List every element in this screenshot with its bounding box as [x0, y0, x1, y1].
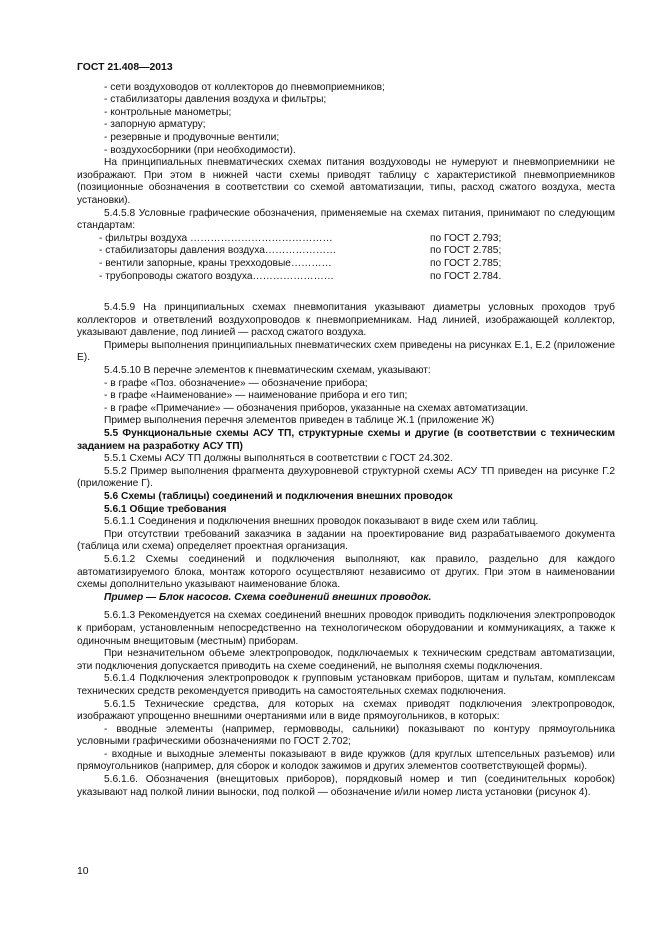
paragraph: 5.6.1.3 Рекомендуется на схемах соединений внешних проводок приводить подключения электропроводок к приборам, установленным непосредственно на технологическом оборудовании и коммуникациях, а также к одиночным внещитовым (местным) приборам.: [77, 610, 615, 647]
paragraph: 5.6.1.4 Подключения электропроводок к групповым установкам приборов, щитам и пультам, комплексам технических средств рекомендуется приводить на самостоятельных схемах подключения.: [77, 673, 615, 697]
standard-row: [77, 258, 615, 271]
paragraph: При незначительном объеме электропроводок, подключаемых к техническим средствам автоматизации, эти подключения допускается приводить на схеме соединений, не выполняя схемы подключения.: [77, 648, 615, 672]
standard-ref: по ГОСТ 2.793;: [430, 232, 502, 244]
paragraph: 5.5.1 Схемы АСУ ТП должны выполняться в соответствии с ГОСТ 24.302.: [104, 453, 453, 465]
paragraph: 5.4.5.9 На принципиальных схемах пневмопитания указывают диаметры условных проходов труб коллекторов и ответвлений воздухопроводов к пневмоприемникам. Над линией, изображающей коллектор, указывают давление, под линией — расход сжатого воздуха.: [77, 302, 615, 339]
list-item: - в графе «Поз. обозначение» — обозначение прибора;: [104, 377, 368, 389]
paragraph: 5.6.1.6. Обозначения (внещитовых приборов), порядковый номер и тип (соединительных коробок) указывают над полкой линии выноски, под полкой — обозначение и/или номер листа установки (рисунок 4).: [77, 774, 615, 798]
list-item: - воздухосборники (при необходимости).: [104, 144, 296, 156]
standard-item: - стабилизаторы давления воздуха…………………: [99, 245, 337, 257]
section-heading: 5.6 Схемы (таблицы) соединений и подключения внешних проводок: [104, 491, 453, 502]
paragraph: Пример выполнения перечня элементов приведен в таблице Ж.1 (приложение Ж): [104, 415, 495, 427]
section-heading: 5.5 Функциональные схемы АСУ ТП, структурные схемы и другие (в соответствии с техническим заданием на разработку АСУ ТП): [77, 428, 615, 452]
standard-ref: по ГОСТ 2.784.: [430, 270, 502, 282]
list-item: - контрольные манометры;: [104, 106, 232, 118]
pneumatic-elements-list: [77, 82, 615, 158]
standard-row: [77, 245, 615, 258]
standard-item: - трубопроводы сжатого воздуха……………………: [99, 270, 334, 282]
document-header: ГОСТ 21.408—2013: [77, 62, 173, 73]
paragraph: 5.6.1.1 Соединения и подключения внешних проводок показывают в виде схем или таблиц.: [104, 516, 539, 528]
subsection-heading: 5.6.1 Общие требования: [104, 503, 227, 515]
column-list: [77, 378, 615, 416]
standard-row: [77, 271, 615, 284]
paragraph: На принципиальных пневматических схемах питания воздуховоды не нумеруют и пневмоприемники не изображают. При этом в нижней части схемы приводят таблицу с характеристикой пневмоприемников (позиционные обозначения в соответствии со схемой автоматизации, типы, расход сжатого воздуха, места установки).: [77, 157, 615, 206]
paragraph: 5.6.1.2 Схемы соединений и подключения выполняют, как правило, раздельно для каждого автоматизируемого блока, монтаж которого осуществляют независимо от других. При этом в наименовании схемы дополнительно указывают наименование блока.: [77, 553, 615, 591]
list-item: - в графе «Примечание» — обозначения приборов, указанные на схемах автоматизации.: [104, 402, 529, 414]
list-item: - стабилизаторы давления воздуха и фильтры;: [104, 94, 327, 106]
list-item: - сети воздуховодов от коллекторов до пневмоприемников;: [104, 81, 385, 93]
standards-list: [77, 233, 615, 283]
page-number: 10: [77, 866, 89, 877]
standard-item: - вентили запорные, краны трехходовые…………: [99, 257, 332, 269]
list-item: - запорную арматуру;: [104, 119, 206, 131]
example-caption: Пример — Блок насосов. Схема соединений внешних проводок.: [104, 591, 432, 603]
paragraph: - входные и выходные элементы показывают в виде кружков (для круглых штепсельных разъемов) или прямоугольников (например, для сборок и колодок зажимов и других элементов соответствующей формы).: [77, 748, 615, 773]
list-item: - в графе «Наименование» — наименование прибора и его тип;: [104, 390, 408, 402]
standard-ref: по ГОСТ 2.785;: [430, 245, 502, 257]
list-item: - резервные и продувочные вентили;: [104, 131, 280, 143]
standard-item: - фильтры воздуха ……………………………………: [99, 232, 333, 244]
paragraph: 5.6.1.5 Технические средства, для которых на схемах приводят подключения электропроводок, изображают упрощенно внешними очертаниями или в виде прямоугольников, в которых:: [77, 698, 615, 723]
standard-row: [77, 233, 615, 246]
paragraph: При отсутствии требований заказчика в задании на проектирование вид разрабатываемого документа (таблица или схема) определяет проектная организация.: [77, 528, 615, 553]
paragraph: 5.4.5.10 В перечне элементов к пневматическим схемам, указывают:: [104, 365, 431, 377]
paragraph: - вводные элементы (например, гермовводы, сальники) показывают по контуру прямоугольника условными графическими обозначениями по ГОСТ 2.702;: [77, 723, 615, 748]
paragraph: Примеры выполнения принципиальных пневматических схем приведены на рисунках Е.1, Е.2 (приложение Е).: [77, 339, 615, 364]
paragraph: 5.5.2 Пример выполнения фрагмента двухуровневой структурной схемы АСУ ТП приведен на рисунке Г.2 (приложение Г).: [77, 465, 615, 490]
paragraph: 5.4.5.8 Условные графические обозначения, применяемые на схемах питания, принимают по следующим стандартам:: [77, 207, 615, 232]
standard-ref: по ГОСТ 2.785;: [430, 257, 502, 269]
